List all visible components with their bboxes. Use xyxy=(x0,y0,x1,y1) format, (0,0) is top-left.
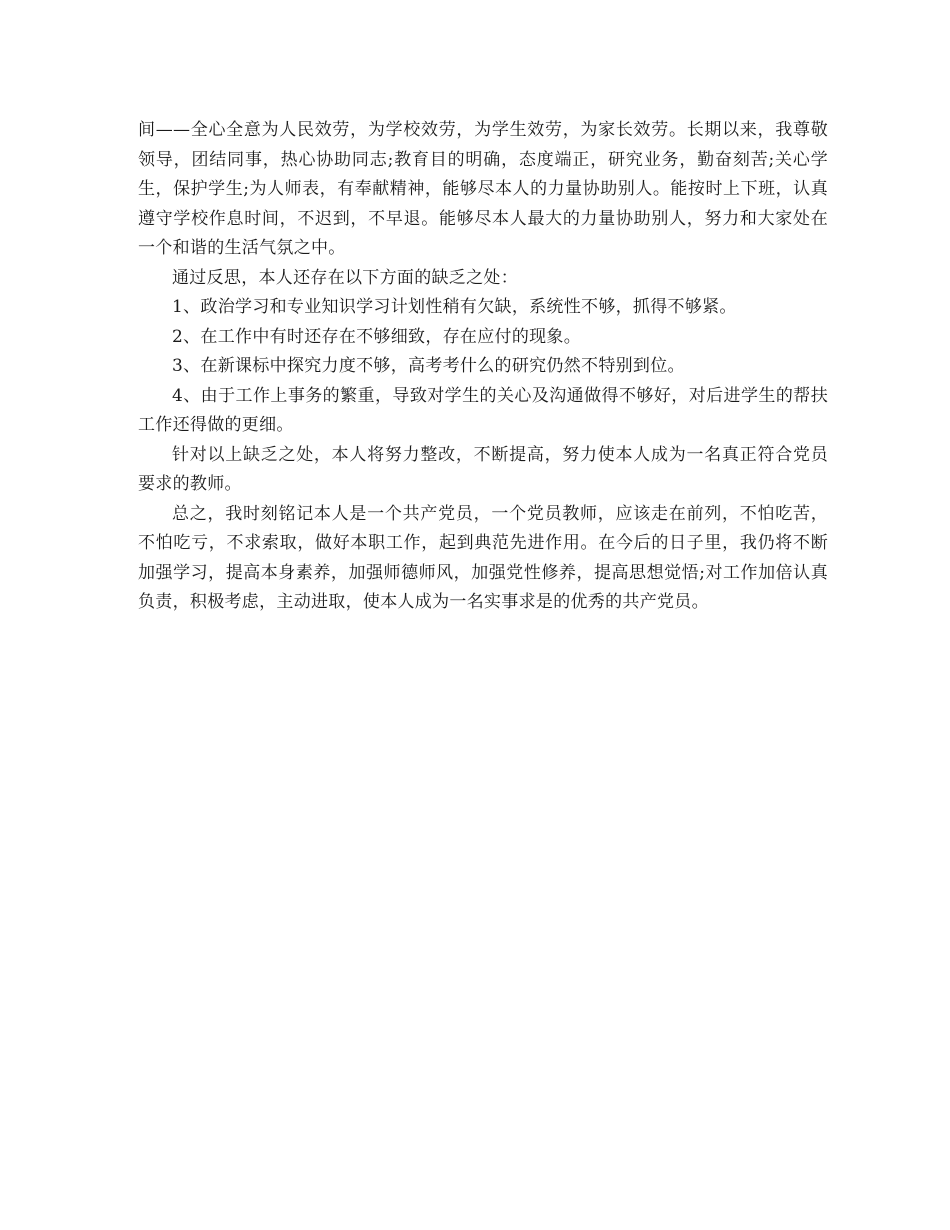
paragraph-conclusion: 总之，我时刻铭记本人是一个共产党员，一个党员教师，应该走在前列，不怕吃苦，不怕吃亏，不求索取，做好本职工作，起到典范先进作用。在今后的日子里，我仍将不断加强学习，提高本身素养，加强师德师风，加强党性修养，提高思想觉悟;对工作加倍认真负责，积极考虑，主动进取，使本人成为一名实事求是的优秀的共产党员。 xyxy=(138,503,828,612)
paragraph-shortcoming-3: 3、在新课标中探究力度不够，高考考什么的研究仍然不特别到位。 xyxy=(172,356,685,376)
paragraph-shortcoming-2: 2、在工作中有时还存在不够细致，存在应付的现象。 xyxy=(172,326,582,347)
paragraph-shortcoming-1: 1、政治学习和专业知识学习计划性稍有欠缺，系统性不够，抓得不够紧。 xyxy=(172,297,737,317)
paragraph-continuation: 间——全心全意为人民效劳，为学校效劳，为学生效劳，为家长效劳。长期以来，我尊敬领导，团结同事，热心协助同志;教育目的明确，态度端正，研究业务，勤奋刻苦;关心学生，保护学生;为人师表，有奉献精神，能够尽本人的力量协助别人。能按时上下班，认真遵守学校作息时间，不迟到，不早退。能够尽本人最大的力量协助别人，努力和大家处在一个和谐的生活气氛之中。 xyxy=(138,120,828,258)
paragraph-shortcoming-4: 4、由于工作上事务的繁重，导致对学生的关心及沟通做得不够好，对后进学生的帮扶工作还得做的更细。 xyxy=(138,385,828,435)
paragraph-improvement: 针对以上缺乏之处，本人将努力整改，不断提高，努力使本人成为一名真正符合党员要求的教师。 xyxy=(138,444,828,494)
paragraph-reflection-intro: 通过反思，本人还存在以下方面的缺乏之处： xyxy=(172,267,518,288)
document-body xyxy=(138,116,828,618)
